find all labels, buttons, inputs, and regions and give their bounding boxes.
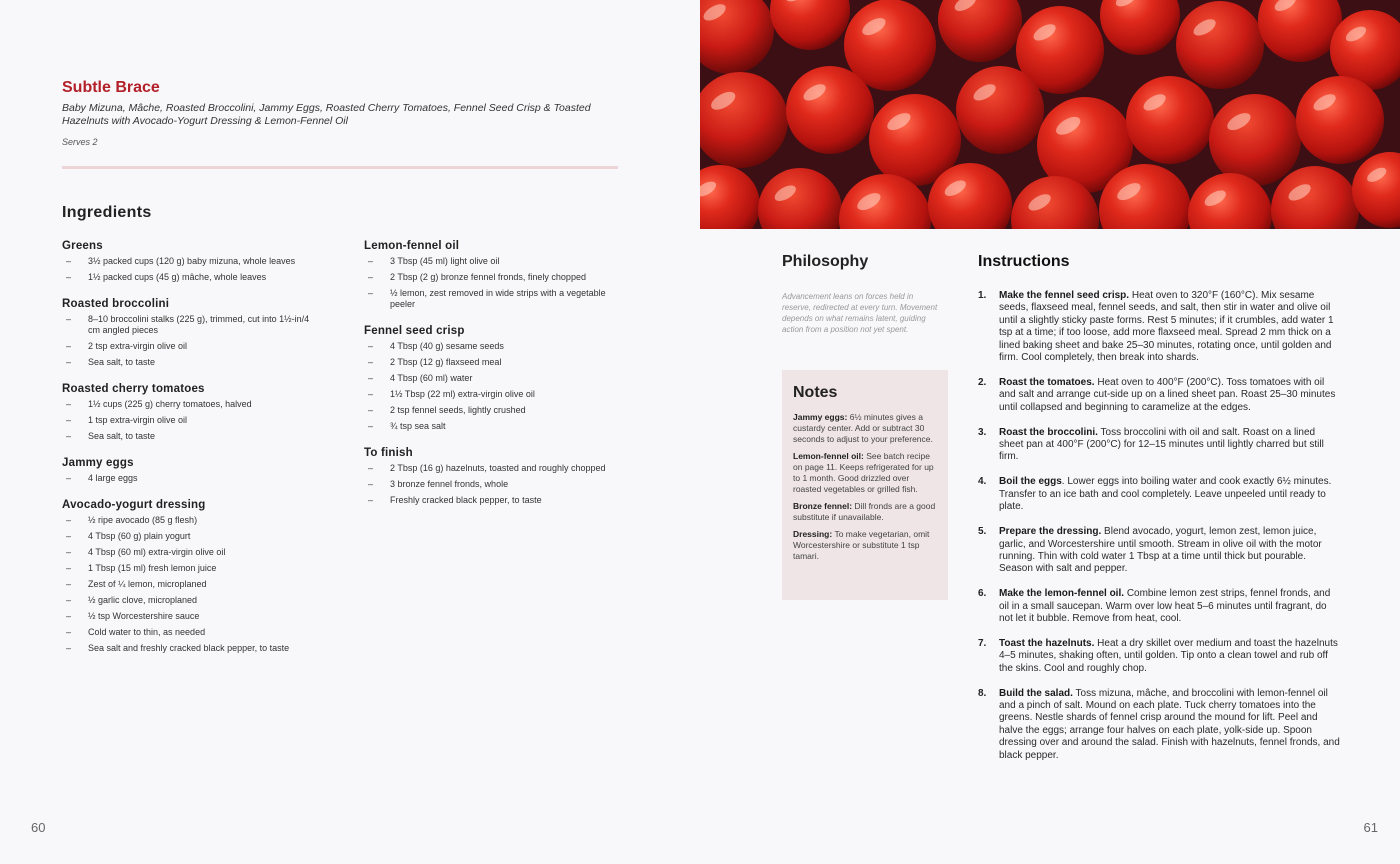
step-lead: Make the lemon-fennel oil. <box>999 588 1125 600</box>
note-text: Dill fronds are a good substitute if unavailable. <box>793 501 936 522</box>
ingredient-text: ½ ripe avocado (85 g flesh) <box>88 515 198 525</box>
ingredient-item <box>62 473 312 484</box>
list-dash: – <box>368 341 374 351</box>
list-dash: – <box>66 595 72 605</box>
ingredient-group-title: Lemon-fennel oil <box>364 240 460 252</box>
note-item <box>793 529 937 562</box>
list-dash: – <box>368 495 374 505</box>
ingredient-item <box>62 595 312 606</box>
ingredient-text: 1½ cups (225 g) cherry tomatoes, halved <box>88 399 252 409</box>
notes-heading: Notes <box>793 384 838 401</box>
step-number: 6. <box>978 588 987 600</box>
page-number-left: 60 <box>31 820 46 835</box>
list-dash: – <box>66 579 72 589</box>
ingredient-item <box>364 479 624 490</box>
ingredient-item <box>364 495 624 506</box>
tomato-shape <box>1209 94 1301 186</box>
instruction-step <box>978 290 1340 364</box>
tomato-shape <box>1126 76 1214 164</box>
list-dash: – <box>368 256 374 266</box>
ingredient-item <box>62 272 312 283</box>
page-number-right: 61 <box>1363 820 1378 835</box>
list-dash: – <box>66 547 72 557</box>
ingredient-list <box>62 473 312 484</box>
ingredient-group-title: Roasted cherry tomatoes <box>62 383 205 395</box>
ingredient-text: 2 Tbsp (16 g) hazelnuts, toasted and roughly chopped <box>390 463 606 473</box>
instruction-step <box>978 526 1340 576</box>
note-label: Jammy eggs: <box>793 412 848 422</box>
step-text: Heat oven to 400°F (200°C). Toss tomatoes with oil and salt and arrange cut-side up on a lined sheet pan. Roast 25–30 minutes until collapsed and beginning to caramelize at the edges. <box>999 376 1336 413</box>
ingredient-text: 1½ packed cups (45 g) mâche, whole leaves <box>88 272 267 282</box>
list-dash: – <box>368 389 374 399</box>
ingredient-item <box>62 357 312 368</box>
step-text: Heat a dry skillet over medium and toast the hazelnuts 4–5 minutes, shaking often, until golden. Tip onto a clean towel and rub off the skins. Cool and roughly chop. <box>999 637 1338 674</box>
list-dash: – <box>66 415 72 425</box>
ingredient-text: Sea salt, to taste <box>88 431 156 441</box>
ingredient-text: 4 Tbsp (40 g) sesame seeds <box>390 341 504 351</box>
step-lead: Roast the broccolini. <box>999 426 1098 438</box>
ingredient-list <box>62 515 312 654</box>
instruction-step <box>978 638 1340 675</box>
ingredient-group <box>364 240 624 310</box>
ingredient-text: 2 Tbsp (2 g) bronze fennel fronds, finely chopped <box>390 272 586 282</box>
step-lead: Roast the tomatoes. <box>999 376 1095 388</box>
ingredient-text: 4 Tbsp (60 ml) extra-virgin olive oil <box>88 547 226 557</box>
ingredient-list <box>364 463 624 506</box>
ingredient-group-title: Jammy eggs <box>62 457 134 469</box>
step-text: Toss mizuna, mâche, and broccolini with lemon-fennel oil and a pinch of salt. Mound on each plate. Tuck cherry tomatoes into the greens. Nestle shards of fennel crisp around the mound for lift. Peel and halve the eggs; arrange four halves on each plate, yolk-side up. Spoon dressing over and around the salad. Finish with hazelnuts, fennel fronds, and black pepper. <box>999 687 1340 761</box>
ingredient-item <box>62 579 312 590</box>
ingredient-group <box>62 457 312 484</box>
ingredients-column-2 <box>364 240 624 521</box>
note-label: Lemon-fennel oil: <box>793 451 864 461</box>
instruction-step <box>978 588 1340 625</box>
ingredient-group-title: Avocado-yogurt dressing <box>62 499 206 511</box>
list-dash: – <box>368 357 374 367</box>
philosophy-heading: Philosophy <box>782 253 869 270</box>
note-label: Bronze fennel: <box>793 501 853 511</box>
ingredient-text: ¾ tsp sea salt <box>390 421 446 431</box>
ingredient-item <box>62 256 312 267</box>
ingredient-item <box>62 627 312 638</box>
ingredient-item <box>62 314 312 336</box>
ingredient-item <box>62 341 312 352</box>
ingredients-heading: Ingredients <box>62 204 152 221</box>
ingredient-text: Sea salt and freshly cracked black pepper, to taste <box>88 643 290 653</box>
recipe-subtitle: Baby Mizuna, Mâche, Roasted Broccolini, Jammy Eggs, Roasted Cherry Tomatoes, Fennel Seed Crisp & Toasted Hazelnuts with Avocado-Yogurt Dressing & Lemon-Fennel Oil <box>62 102 591 127</box>
list-dash: – <box>368 421 374 431</box>
ingredient-group <box>62 240 312 283</box>
cherry-tomatoes-photo <box>700 0 1400 229</box>
ingredient-item <box>62 531 312 542</box>
ingredient-item <box>364 272 624 283</box>
ingredient-item <box>62 547 312 558</box>
step-number: 5. <box>978 526 987 538</box>
tomato-shape <box>1176 1 1264 89</box>
step-number: 1. <box>978 290 987 301</box>
step-text: Toss broccolini with oil and salt. Roast on a lined sheet pan at 400°F (200°C) for 12–15 minutes until lightly charred but still firm. <box>999 426 1324 463</box>
ingredient-text: 3 bronze fennel fronds, whole <box>390 479 509 489</box>
note-item <box>793 501 937 523</box>
notes-list <box>793 412 937 562</box>
ingredient-text: 1½ Tbsp (22 ml) extra-virgin olive oil <box>390 389 535 399</box>
step-number: 3. <box>978 426 987 438</box>
ingredient-group <box>62 383 312 442</box>
note-text: 6½ minutes gives a custardy center. Add or subtract 30 seconds to adjust to your preference. <box>793 412 933 444</box>
ingredient-item <box>364 288 624 310</box>
list-dash: – <box>66 399 72 409</box>
step-text: Blend avocado, yogurt, lemon zest, lemon juice, garlic, and Worcestershire until smooth. Stream in olive oil with the motor running. Thin with cold water 1 Tbsp at a time until thick but pourable. Season with salt and pepper. <box>999 526 1322 575</box>
ingredient-item <box>364 421 624 432</box>
step-number: 2. <box>978 376 987 388</box>
list-dash: – <box>368 463 374 473</box>
ingredient-item <box>62 563 312 574</box>
ingredient-group-title: Fennel seed crisp <box>364 325 465 337</box>
ingredient-item <box>364 389 624 400</box>
step-lead: Make the fennel seed crisp. <box>999 290 1130 301</box>
ingredient-list <box>62 256 312 283</box>
step-text: Combine lemon zest strips, fennel fronds, and oil in a small saucepan. Warm over low heat 5–6 minutes until fragrant, do not let it bubble. Remove from heat, cool. <box>999 588 1331 625</box>
ingredient-text: 4 large eggs <box>88 473 138 483</box>
list-dash: – <box>66 531 72 541</box>
list-dash: – <box>66 272 72 282</box>
instruction-step <box>978 377 1340 414</box>
ingredient-item <box>364 341 624 352</box>
ingredient-text: 4 Tbsp (60 g) plain yogurt <box>88 531 191 541</box>
note-label: Dressing: <box>793 529 833 539</box>
right-page <box>700 0 1400 864</box>
ingredient-item <box>62 431 312 442</box>
list-dash: – <box>66 611 72 621</box>
ingredient-text: ½ lemon, zest removed in wide strips with a vegetable peeler <box>390 288 606 309</box>
ingredient-item <box>364 463 624 474</box>
tomato-shape <box>956 66 1044 154</box>
ingredient-group <box>62 298 312 368</box>
list-dash: – <box>368 288 374 298</box>
title-divider <box>62 166 618 169</box>
notes-box <box>782 370 948 600</box>
ingredient-list <box>364 256 624 310</box>
instruction-step <box>978 476 1340 513</box>
note-item <box>793 451 937 495</box>
ingredient-list <box>364 341 624 432</box>
instruction-step <box>978 688 1340 762</box>
philosophy-text: Advancement leans on forces held in reserve, redirected at every turn. Movement depends on what remains latent, guiding action from a position not yet spent. <box>782 292 938 334</box>
list-dash: – <box>66 256 72 266</box>
recipe-title: Subtle Brace <box>62 79 160 96</box>
ingredient-text: 2 tsp fennel seeds, lightly crushed <box>390 405 526 415</box>
ingredient-text: Freshly cracked black pepper, to taste <box>390 495 542 505</box>
ingredient-text: ½ garlic clove, microplaned <box>88 595 198 605</box>
list-dash: – <box>66 563 72 573</box>
ingredient-text: Sea salt, to taste <box>88 357 156 367</box>
step-lead: Boil the eggs <box>999 476 1062 488</box>
ingredient-item <box>62 643 312 654</box>
ingredient-text: 2 Tbsp (12 g) flaxseed meal <box>390 357 502 367</box>
tomato-shape <box>1296 76 1384 164</box>
list-dash: – <box>66 314 72 324</box>
list-dash: – <box>368 272 374 282</box>
ingredient-item <box>364 373 624 384</box>
note-item <box>793 412 937 445</box>
list-dash: – <box>66 341 72 351</box>
ingredient-item <box>364 256 624 267</box>
ingredient-item <box>364 357 624 368</box>
ingredient-group-title: Roasted broccolini <box>62 298 170 310</box>
ingredient-group <box>364 447 624 506</box>
step-text: Heat oven to 320°F (160°C). Mix sesame seeds, flaxseed meal, fennel seeds, and salt, then stir in water and olive oil until a slightly sticky paste forms. Rest 5 minutes; if it crumbles, add water 1 tsp at a time; if too loose, add more flaxseed meal. Spread 2 mm thick on a lined baking sheet and bake 25–30 minutes, rotating once, until golden and firm. Cool completely, then break into shards. <box>999 290 1334 364</box>
ingredient-text: 8–10 broccolini stalks (225 g), trimmed, cut into 1½-in/4 cm angled pieces <box>88 314 310 335</box>
ingredient-list <box>62 314 312 368</box>
recipe-serves: Serves 2 <box>62 137 98 147</box>
ingredient-item <box>364 405 624 416</box>
list-dash: – <box>66 515 72 525</box>
ingredient-group-title: Greens <box>62 240 103 252</box>
ingredient-item <box>62 415 312 426</box>
ingredient-text: 1 Tbsp (15 ml) fresh lemon juice <box>88 563 217 573</box>
ingredient-item <box>62 611 312 622</box>
ingredient-text: 3½ packed cups (120 g) baby mizuna, whole leaves <box>88 256 296 266</box>
list-dash: – <box>66 643 72 653</box>
ingredients-column-1 <box>62 240 312 669</box>
note-text: See batch recipe on page 11. Keeps refrigerated for up to 1 month. Good drizzled over roasted vegetables or grilled fish. <box>793 451 934 494</box>
list-dash: – <box>66 627 72 637</box>
ingredient-item <box>62 515 312 526</box>
instructions-list <box>978 290 1340 775</box>
ingredient-item <box>62 399 312 410</box>
ingredient-group <box>62 499 312 654</box>
list-dash: – <box>368 479 374 489</box>
ingredient-text: 4 Tbsp (60 ml) water <box>390 373 473 383</box>
step-number: 7. <box>978 637 987 649</box>
tomato-shape <box>786 66 874 154</box>
step-number: 8. <box>978 687 987 699</box>
instruction-step <box>978 427 1340 464</box>
step-text: . Lower eggs into boiling water and cook exactly 6½ minutes. Transfer to an ice bath and cool completely. Leave unpeeled until ready to plate. <box>999 476 1332 513</box>
ingredient-text: 1 tsp extra-virgin olive oil <box>88 415 188 425</box>
list-dash: – <box>66 357 72 367</box>
list-dash: – <box>66 473 72 483</box>
list-dash: – <box>66 431 72 441</box>
ingredient-text: Cold water to thin, as needed <box>88 627 206 637</box>
step-lead: Prepare the dressing. <box>999 526 1102 538</box>
ingredient-group-title: To finish <box>364 447 413 459</box>
instructions-heading: Instructions <box>978 253 1070 270</box>
step-lead: Build the salad. <box>999 687 1073 699</box>
step-number: 4. <box>978 476 987 488</box>
ingredient-text: ½ tsp Worcestershire sauce <box>88 611 200 621</box>
note-text: To make vegetarian, omit Worcestershire or substitute 1 tsp tamari. <box>793 529 930 561</box>
ingredient-group <box>364 325 624 432</box>
ingredient-text: 3 Tbsp (45 ml) light olive oil <box>390 256 500 266</box>
ingredient-text: Zest of ¼ lemon, microplaned <box>88 579 207 589</box>
list-dash: – <box>368 405 374 415</box>
ingredient-list <box>62 399 312 442</box>
list-dash: – <box>368 373 374 383</box>
step-lead: Toast the hazelnuts. <box>999 637 1095 649</box>
ingredient-text: 2 tsp extra-virgin olive oil <box>88 341 188 351</box>
